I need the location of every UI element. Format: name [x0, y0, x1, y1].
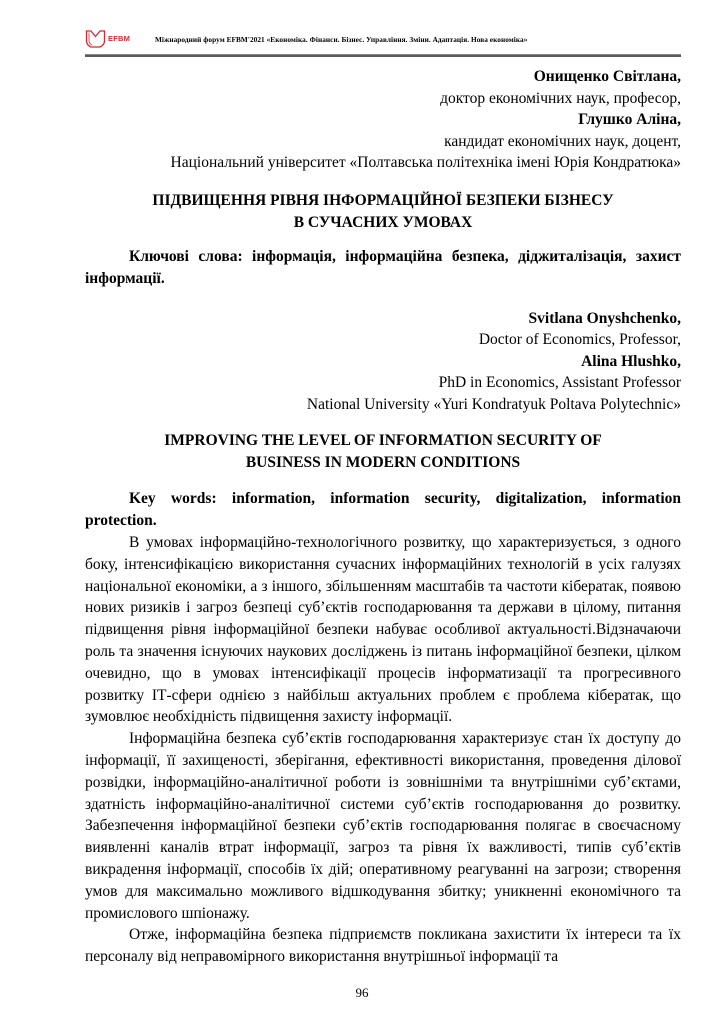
- article-title-uk: [85, 190, 681, 234]
- author-degree-uk-1: доктор економічних наук, професор,: [440, 89, 681, 107]
- efbm-shield-logo-icon: [85, 30, 106, 48]
- article-title-en-line2: BUSINESS IN MODERN CONDITIONS: [245, 454, 521, 471]
- running-header: [85, 26, 681, 52]
- author-name-uk-2: Глушко Аліна,: [578, 111, 681, 128]
- body-paragraph-3: Отже, інформаційна безпека підприємств покликана захистити їх інтереси та їх персоналу від неправомірного використання внутрішньої інформації та: [85, 926, 681, 966]
- author-name-en-1: Svitlana Onyshchenko,: [528, 309, 681, 327]
- article-title-en-line1: IMPROVING THE LEVEL OF INFORMATION SECURITY OF: [164, 432, 602, 449]
- author-degree-en-1: Doctor of Economics, Professor,: [478, 331, 681, 348]
- header-divider-rule: [85, 54, 681, 57]
- efbm-logo: [85, 28, 131, 50]
- affiliation-uk: Національний університет «Полтавська політехніка імені Юрія Кондратюка»: [170, 154, 681, 171]
- efbm-logo-text: EFBM: [108, 34, 131, 44]
- keywords-uk: Ключові слова: інформація, інформаційна безпека, діджиталізація, захист інформації.: [85, 247, 681, 287]
- body-paragraph-1: В умовах інформаційно-технологічного розвитку, що характеризується, з одного боку, інтенсифікацією використання сучасних інформаційних технологій в усіх галузях національної економіки, а з іншого, збільшенням масштабів та частоти кібератак, появою нових ризиків і загроз безпеці суб’єктів господарювання та держави в цілому, питання підвищення рівня інформаційної безпеки набуває особливої актуальності.Відзначаючи роль та значення існуючих наукових досліджень із питань інформаційної безпеки, цілком очевидно, що в умовах інтенсифікації процесів інформатизації та прогресивного розвитку ІТ-сфери однією з найбільш актуальних проблем є проблема кібератак, що зумовлює необхідність підвищення захисту інформації.: [85, 534, 681, 726]
- page-content: [85, 66, 681, 968]
- author-name-en-2: Alina Hlushko,: [581, 352, 681, 370]
- article-title-uk-line1: ПІДВИЩЕННЯ РІВНЯ ІНФОРМАЦІЙНОЇ БЕЗПЕКИ БІЗНЕСУ: [152, 191, 614, 209]
- affiliation-en: National University «Yuri Kondratyuk Poltava Polytechnic»: [306, 395, 681, 413]
- authors-block-en: [85, 308, 681, 416]
- article-title-uk-line2: В СУЧАСНИХ УМОВАХ: [293, 213, 473, 231]
- article-title-en: [85, 430, 681, 474]
- body-paragraph-2: Інформаційна безпека суб’єктів господарювання характеризує стан їх доступу до інформації, її захищеності, зберігання, ефективності використання, проведення ділової розвідки, інформаційно-аналітичної роботи із зовнішніми та внутрішніми суб’єктами, здатність інформаційно-аналітичної системи суб’єктів господарювання до розвитку. Забезпечення інформаційної безпеки суб’єктів господарювання полягає в своєчасному виявленні каналів втрат інформації, загроз та рівня їх важливості, типів суб’єктів викрадення інформації, способів їх дій; оперативному реагуванні на загрози; створення умов для максимально можливого відшкодування збитку; уникненні економічного та промислового шпіонажу.: [85, 730, 681, 922]
- author-degree-en-2: PhD in Economics, Assistant Professor: [438, 374, 681, 391]
- keywords-en: Key words: information, information security, digitalization, information protection.: [85, 490, 681, 529]
- author-degree-uk-2: кандидат економічних наук, доцент,: [444, 132, 681, 150]
- authors-block-uk: [85, 66, 681, 174]
- page-number: 96: [355, 985, 369, 1000]
- author-name-uk-1: Онищенко Світлана,: [533, 68, 681, 85]
- running-header-title: Міжнародний форум EFBM'2021 «Економіка. Фінанси. Бізнес. Управління. Зміни. Адаптація. Нова економіка»: [155, 34, 528, 44]
